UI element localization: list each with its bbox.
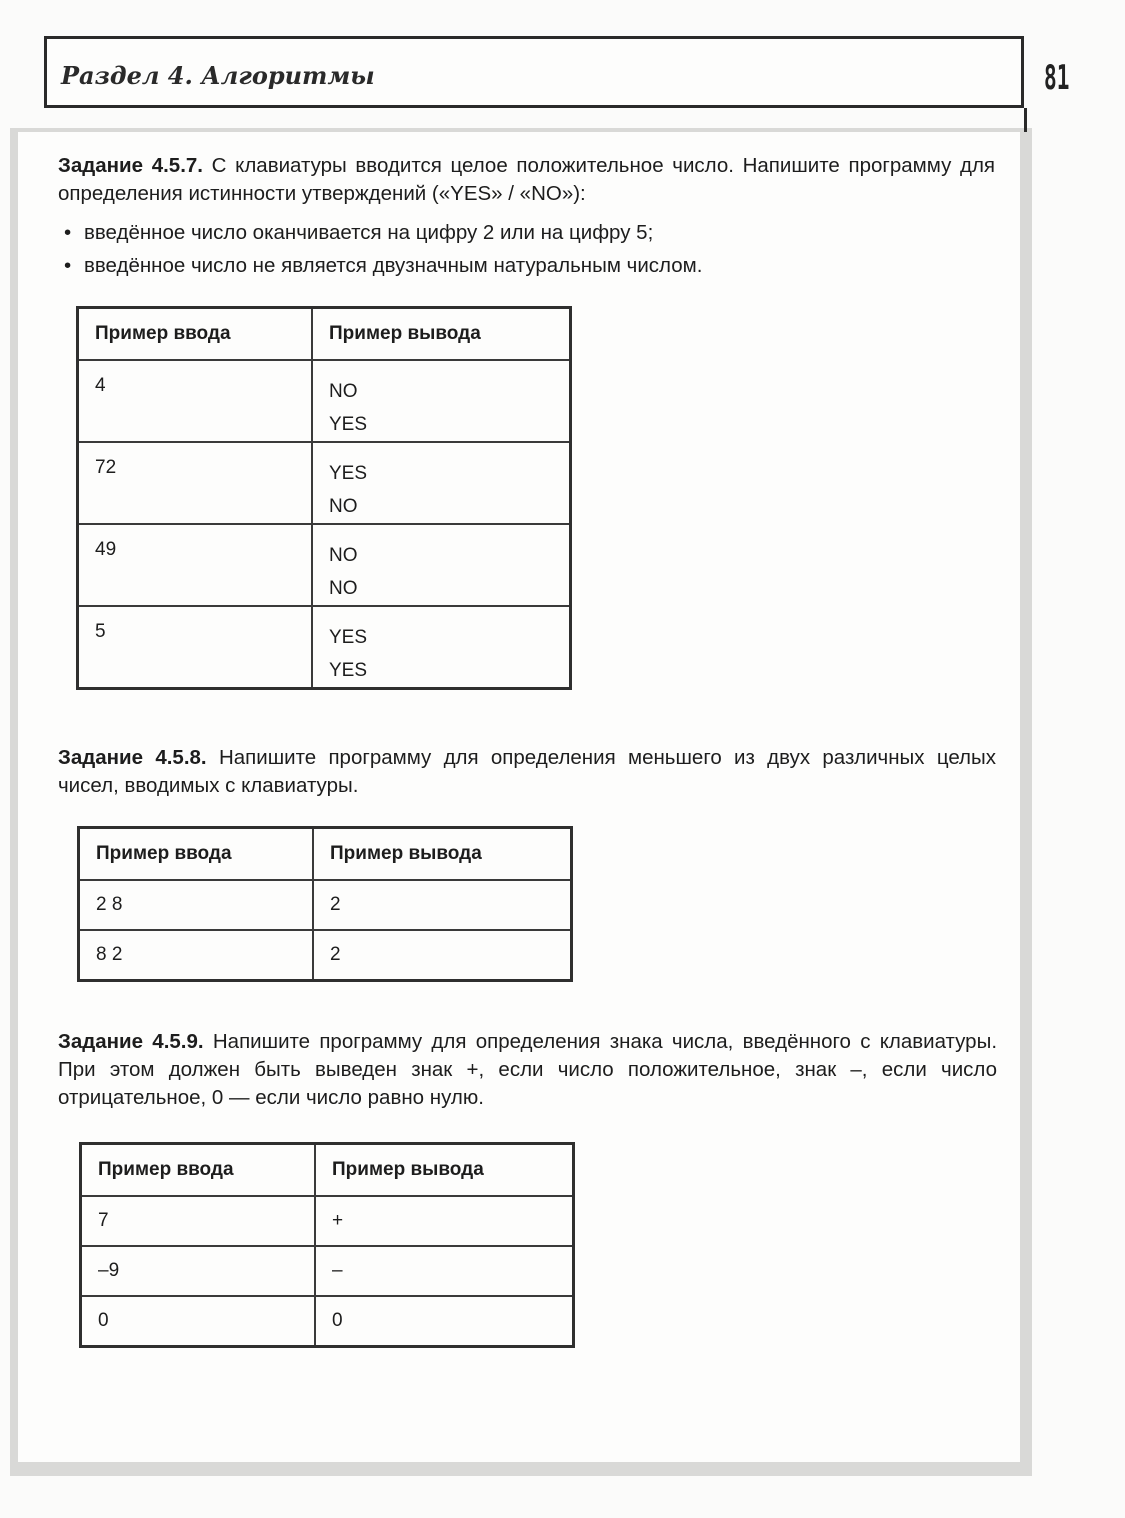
output-line: YES: [329, 463, 368, 484]
cell-input: 5: [78, 606, 313, 689]
table-row: [78, 360, 571, 442]
output-line: YES: [329, 660, 368, 681]
output-line: NO: [329, 545, 358, 566]
cell-output: 2: [313, 930, 572, 981]
section-header: [44, 36, 1024, 108]
cell-input: 8 2: [79, 930, 314, 981]
task-label: Задание 4.5.8.: [58, 746, 207, 769]
task-bullets: [58, 216, 995, 282]
output-line: YES: [329, 414, 368, 435]
task-text: Напишите программу для определения знака числа, введённого с клавиатуры. При этом должен быть выведен знак +, если число положительное, знак –, если число отрицательное, 0 — если число равно нулю.: [58, 1030, 998, 1109]
output-line: NO: [329, 578, 358, 599]
example-table-4-5-7: [76, 306, 572, 690]
page-number: 81: [1044, 58, 1070, 98]
example-table-4-5-9: [79, 1142, 575, 1348]
output-line: NO: [329, 496, 358, 517]
output-line: YES: [329, 627, 368, 648]
cell-input: 4: [78, 360, 313, 442]
table-row: [78, 524, 571, 606]
cell-input: 72: [78, 442, 313, 524]
cell-output: [312, 360, 571, 442]
cell-output: [312, 606, 571, 689]
table-row: [78, 606, 571, 689]
task-4-5-7: [58, 152, 995, 282]
table-row: [81, 1196, 574, 1246]
table-header-row: [78, 308, 571, 361]
header-output: Пример вывода: [315, 1144, 574, 1197]
cell-output: –: [315, 1246, 574, 1296]
task-4-5-8: [58, 744, 996, 800]
header-divider: [1024, 108, 1027, 132]
header-input: Пример ввода: [78, 308, 313, 361]
output-line: NO: [329, 381, 358, 402]
cell-input: 0: [81, 1296, 316, 1347]
table-row: [79, 930, 572, 981]
cell-input: 49: [78, 524, 313, 606]
table-row: [81, 1246, 574, 1296]
task-label: Задание 4.5.7.: [58, 154, 203, 177]
table-row: [81, 1296, 574, 1347]
cell-output: [312, 442, 571, 524]
table-header-row: [79, 828, 572, 881]
header-output: Пример вывода: [313, 828, 572, 881]
task-4-5-9: [58, 1028, 997, 1112]
table-header-row: [81, 1144, 574, 1197]
header-input: Пример ввода: [79, 828, 314, 881]
cell-output: [312, 524, 571, 606]
cell-output: 0: [315, 1296, 574, 1347]
table-row: [79, 880, 572, 930]
example-table-4-5-8: [77, 826, 573, 982]
table-row: [78, 442, 571, 524]
section-title: Раздел 4. Алгоритмы: [61, 61, 375, 90]
bullet-item: • введённое число оканчивается на цифру 2 или на цифру 5;: [58, 216, 995, 249]
header-input: Пример ввода: [81, 1144, 316, 1197]
cell-input: –9: [81, 1246, 316, 1296]
bullet-item: • введённое число не является двузначным натуральным числом.: [58, 249, 995, 282]
task-label: Задание 4.5.9.: [58, 1030, 204, 1053]
header-output: Пример вывода: [312, 308, 571, 361]
task-text: Напишите программу для определения меньшего из двух различных целых чисел, вводимых с клавиатуры.: [58, 746, 996, 797]
task-text: С клавиатуры вводится целое положительное число. Напишите программу для определения истинности утверждений («YES» / «NO»):: [58, 154, 996, 205]
cell-input: 2 8: [79, 880, 314, 930]
cell-output: 2: [313, 880, 572, 930]
cell-output: +: [315, 1196, 574, 1246]
cell-input: 7: [81, 1196, 316, 1246]
